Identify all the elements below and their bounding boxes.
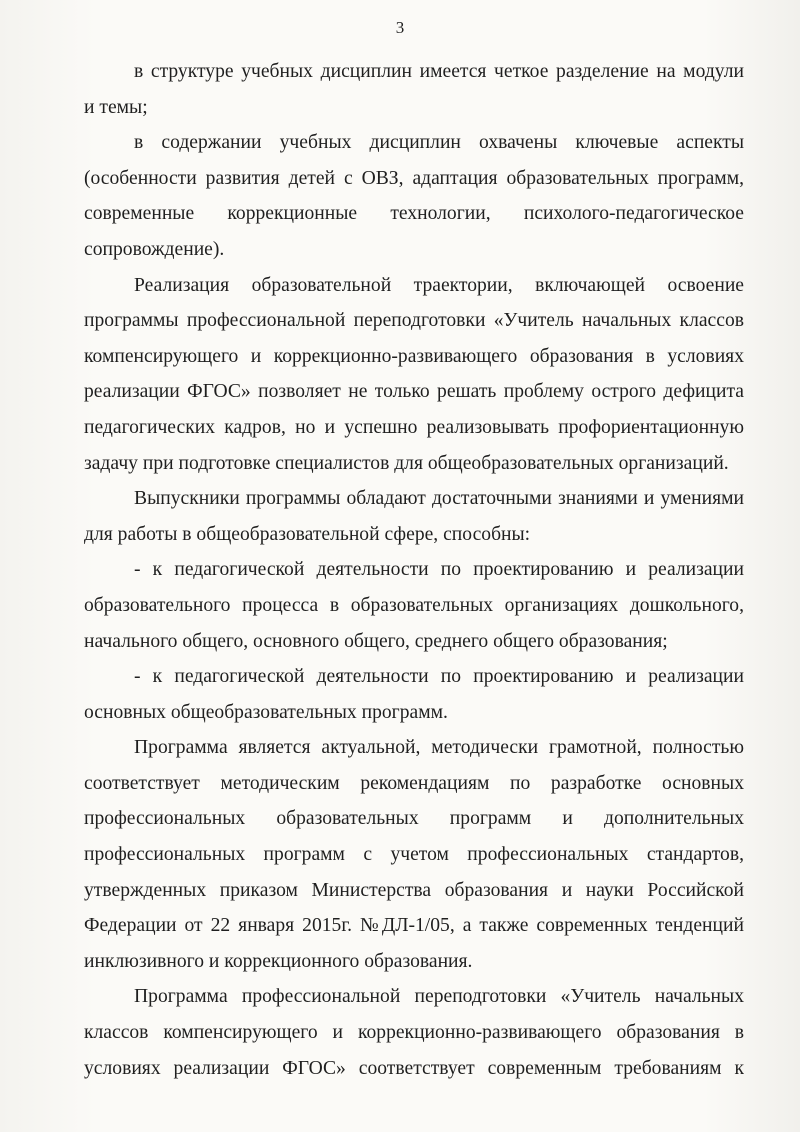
text-line: и темы; bbox=[84, 96, 148, 118]
text-line: профессиональных образовательных программ и дополнительных bbox=[84, 808, 744, 830]
text-line: для работы в общеобразовательной сфере, способны: bbox=[84, 523, 531, 545]
text-line: Программа является актуальной, методически грамотной, полностью bbox=[134, 737, 744, 759]
text-line: Реализация образовательной траектории, включающей освоение bbox=[134, 274, 744, 296]
text-line: компенсирующего и коррекционно-развивающего образования в условиях bbox=[84, 345, 744, 367]
text-line: утвержденных приказом Министерства образования и науки Российской bbox=[84, 879, 744, 901]
text-line: педагогических кадров, но и успешно реализовывать профориентационную bbox=[84, 416, 744, 438]
text-line: условиях реализации ФГОС» соответствует современным требованиям к bbox=[84, 1057, 744, 1079]
text-line: в содержании учебных дисциплин охвачены ключевые аспекты bbox=[134, 132, 744, 154]
text-line: профессиональных программ с учетом профессиональных стандартов, bbox=[84, 844, 744, 866]
page-number: 3 bbox=[395, 18, 405, 37]
text-line: современные коррекционные технологии, психолого-педагогическое bbox=[84, 203, 744, 225]
text-line: инклюзивного и коррекционного образования. bbox=[84, 950, 473, 972]
text-line: реализации ФГОС» позволяет не только решать проблему острого дефицита bbox=[84, 381, 744, 403]
text-line: - к педагогической деятельности по проектированию и реализации bbox=[134, 666, 744, 688]
text-line: сопровождение). bbox=[84, 238, 225, 260]
text-line: - к педагогической деятельности по проектированию и реализации bbox=[134, 559, 744, 581]
text-line: начального общего, основного общего, среднего общего образования; bbox=[84, 630, 668, 652]
text-line: соответствует методическим рекомендациям по разработке основных bbox=[84, 772, 744, 794]
text-line: (особенности развития детей с ОВЗ, адаптация образовательных программ, bbox=[84, 167, 744, 189]
body-text bbox=[84, 54, 744, 1086]
text-line: образовательного процесса в образовательных организациях дошкольного, bbox=[84, 594, 744, 616]
text-line: основных общеобразовательных программ. bbox=[84, 701, 448, 723]
text-line: Выпускники программы обладают достаточными знаниями и умениями bbox=[134, 488, 744, 510]
text-line: классов компенсирующего и коррекционно-развивающего образования в bbox=[84, 1022, 744, 1044]
text-line: в структуре учебных дисциплин имеется четкое разделение на модули bbox=[134, 61, 744, 82]
text-line: задачу при подготовке специалистов для общеобразовательных организаций. bbox=[84, 452, 729, 474]
text-line: Федерации от 22 января 2015г. №ДЛ-1/05, а также современных тенденций bbox=[84, 915, 744, 937]
text-line: Программа профессиональной переподготовки «Учитель начальных bbox=[134, 986, 744, 1008]
text-line: программы профессиональной переподготовки «Учитель начальных классов bbox=[84, 310, 744, 332]
